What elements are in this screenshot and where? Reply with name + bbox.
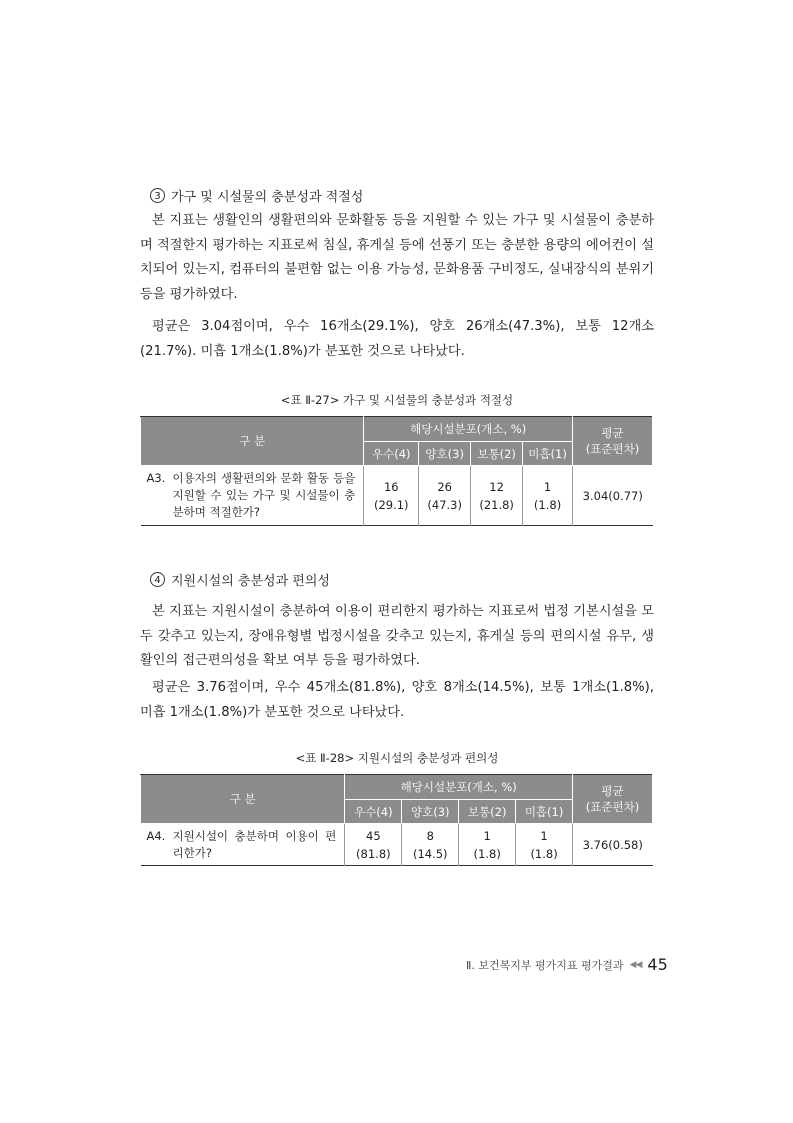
average-cell: 3.04(0.77) xyxy=(573,466,653,526)
count-value: 12 xyxy=(489,479,504,494)
table-28 xyxy=(140,774,653,866)
item-code: A3. xyxy=(146,471,166,485)
page-footer xyxy=(466,955,668,974)
count-cell xyxy=(364,466,419,526)
section-3-heading xyxy=(150,186,363,205)
percent-value: (1.8) xyxy=(533,497,562,512)
count-cell xyxy=(459,824,516,866)
section-4-title: 지원시설의 충분성과 편의성 xyxy=(171,574,330,589)
table-27-subheader: 우수(4) xyxy=(364,442,419,466)
percent-value: (81.8) xyxy=(356,846,391,861)
table-28-subheader: 우수(4) xyxy=(345,800,402,824)
table-28-subheader: 미흡(1) xyxy=(516,800,573,824)
table-27-caption: <표 Ⅱ-27> 가구 및 시설물의 충분성과 적절성 xyxy=(280,393,514,407)
table-row xyxy=(141,824,653,866)
section-4-number-badge: 4 xyxy=(150,572,165,587)
count-cell xyxy=(402,824,459,866)
count-value: 1 xyxy=(543,479,552,494)
count-value: 16 xyxy=(383,479,399,494)
section-4-paragraph-1: 본 지표는 지원시설이 충분하여 이용이 편리한지 평가하는 지표로써 법정 기본시설을 모두 갖추고 있는지, 장애유형별 법정시설을 갖추고 있는지, 휴게실 등의 편의시설 유무, 생활인의 접근편의성을 확보 여부 등을 평가하였다. xyxy=(140,604,654,668)
count-cell xyxy=(516,824,573,866)
table-row xyxy=(141,466,653,526)
table-27-header-average: 평균 (표준편차) xyxy=(573,417,653,466)
table-28-subheader: 보통(2) xyxy=(459,800,516,824)
table-28-header-average: 평균 (표준편차) xyxy=(573,775,653,824)
section-4-paragraph-2: 평균은 3.76점이며, 우수 45개소(81.8%), 양호 8개소(14.5%), 보통 1개소(1.8%), 미흡 1개소(1.8%)가 분포한 것으로 나타났다. xyxy=(140,680,654,720)
section-3-number-badge: 3 xyxy=(150,188,165,203)
count-cell xyxy=(471,466,523,526)
count-value: 1 xyxy=(483,828,491,843)
table-28-subheader: 양호(3) xyxy=(402,800,459,824)
section-4-heading xyxy=(150,570,330,589)
table-27-header-group: 구 분 xyxy=(141,417,364,466)
table-28-header-distribution: 해당시설분포(개소, %) xyxy=(345,775,573,800)
section-3-title: 가구 및 시설물의 충분성과 적절성 xyxy=(171,190,364,205)
count-cell xyxy=(419,466,471,526)
percent-value: (47.3) xyxy=(427,497,462,512)
item-text: 이용자의 생활편의와 문화 활동 등을 지원할 수 있는 가구 및 시설물이 충분하며 적절한가? xyxy=(172,471,356,519)
percent-value: (14.5) xyxy=(412,846,448,861)
section-3-paragraph-1: 본 지표는 생활인의 생활편의와 문화활동 등을 지원할 수 있는 가구 및 시설물이 충분하며 적절한지 평가하는 지표로써 침실, 휴게실 등에 선풍기 또는 충분한 용량의 에어컨이 설치되어 있는지, 컴퓨터의 불편함 없는 이용 가능성, 문화용품 구비정도, 실내장식의 분위기 등을 평가하였다. xyxy=(140,213,654,302)
table-28-item-cell xyxy=(141,824,345,866)
percent-value: (29.1) xyxy=(373,497,409,512)
section-3-paragraph-2: 평균은 3.04점이며, 우수 16개소(29.1%), 양호 26개소(47.3%), 보통 12개소(21.7%). 미흡 1개소(1.8%)가 분포한 것으로 나타났다. xyxy=(140,319,654,359)
page-number: 45 xyxy=(647,955,668,974)
count-cell xyxy=(523,466,573,526)
table-27-subheader: 보통(2) xyxy=(471,442,523,466)
percent-value: (1.8) xyxy=(473,846,501,861)
percent-value: (21.8) xyxy=(479,497,514,512)
table-27-subheader: 미흡(1) xyxy=(523,442,573,466)
table-28-caption: <표 Ⅱ-28> 지원시설의 충분성과 편의성 xyxy=(295,751,499,765)
count-value: 45 xyxy=(366,828,381,843)
count-value: 1 xyxy=(540,828,548,843)
count-value: 8 xyxy=(426,828,434,843)
table-27-header-distribution: 해당시설분포(개소, %) xyxy=(364,417,573,442)
count-value: 26 xyxy=(437,479,452,494)
table-27 xyxy=(140,416,653,526)
table-28-header-group: 구 분 xyxy=(141,775,345,824)
item-text: 지원시설이 충분하며 이용이 편리한가? xyxy=(172,828,337,860)
table-27-item-cell xyxy=(141,466,364,526)
item-code: A4. xyxy=(146,828,166,843)
footer-chapter-title: Ⅱ. 보건복지부 평가지표 평가결과 xyxy=(466,958,624,972)
table-27-subheader: 양호(3) xyxy=(419,442,471,466)
average-cell: 3.76(0.58) xyxy=(573,824,653,866)
count-cell xyxy=(345,824,402,866)
percent-value: (1.8) xyxy=(530,846,558,861)
double-left-arrow-icon: ◀◀ xyxy=(629,959,642,970)
